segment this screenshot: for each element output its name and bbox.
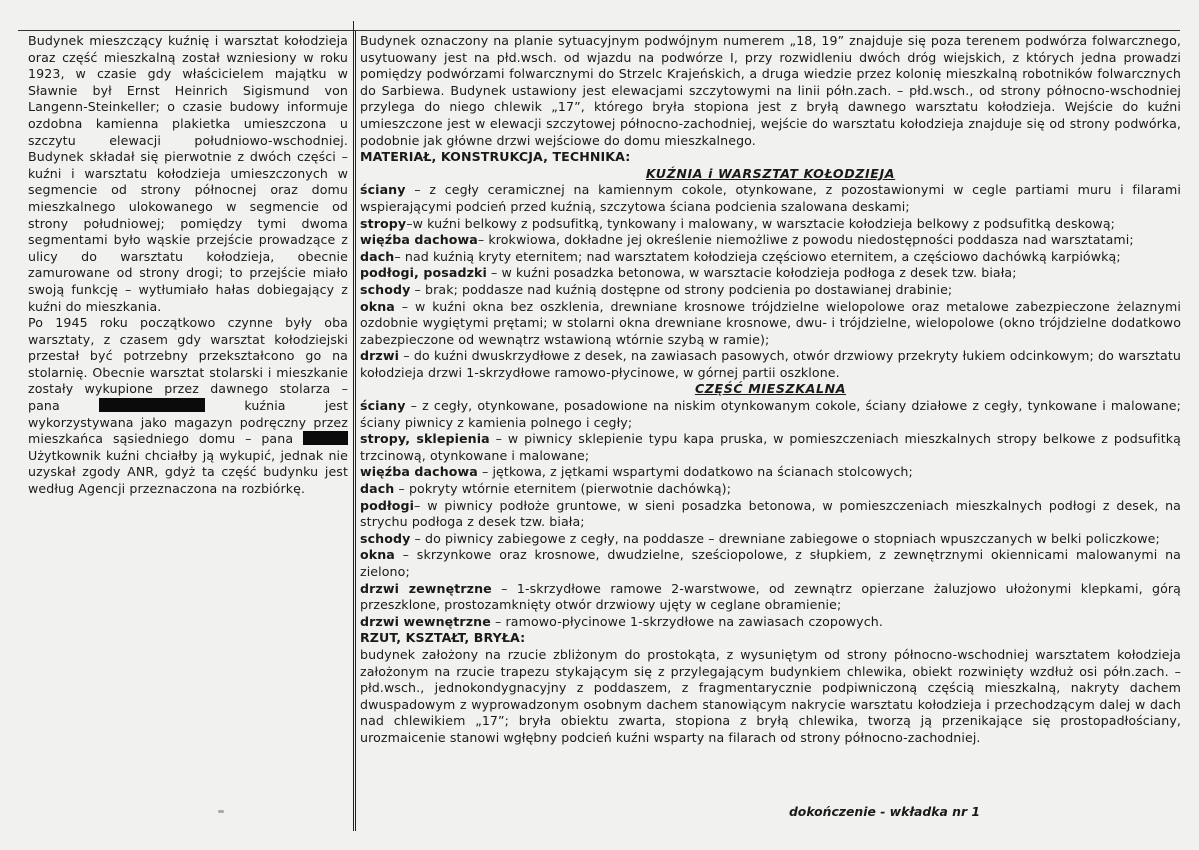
spec-term: okna	[360, 298, 395, 314]
spec-description: – w kuźni posadzka betonowa, w warsztacie kołodzieja podłoga z desek tzw. biała;	[486, 265, 1017, 281]
document-page	[18, 30, 1180, 831]
kuznia-list	[360, 182, 1181, 381]
mieszkalna-list	[360, 398, 1181, 630]
spec-description: – jętkowa, z jętkami wspartymi dodatkowo na ścianach stolcowych;	[477, 464, 913, 480]
spec-description: – z cegły ceramicznej na kamiennym cokole, otynkowane, z pozostawionymi w cegle partiami muru i filarami wspierającymi podcień przed kuźnią, szczytowa ściana podcienia szalowana deskami;	[360, 182, 1181, 214]
history-column	[18, 31, 350, 831]
section-heading-rzut: RZUT, KSZTAŁT, BRYŁA:	[360, 630, 526, 646]
spec-description: – ramowo-płycinowe 1-skrzydłowe na zawiasach czopowych.	[490, 613, 883, 629]
spec-entry	[360, 299, 1181, 349]
spec-term: drzwi	[360, 348, 400, 364]
subheading-mieszkalna: CZĘŚĆ MIESZKALNA	[694, 381, 847, 397]
spec-description: – krokwiowa, dokładne jej określenie niemożliwe z powodu niedostępności poddasza nad warsztatami;	[477, 232, 1134, 248]
spec-description: – w piwnicy sklepienie typu kapa pruska, w pomieszczeniach mieszkalnych stropy belkowe z podsufitką trzcinową, otynkowane i malowane;	[360, 431, 1181, 463]
spec-entry	[360, 547, 1181, 580]
redaction-block	[303, 431, 348, 445]
continuation-note: dokończenie - wkładka nr 1	[788, 804, 980, 819]
spec-entry	[360, 265, 1181, 282]
spec-entry	[360, 498, 1181, 531]
spec-entry	[360, 249, 1181, 266]
history-paragraph-2	[28, 315, 348, 498]
spec-description: – w piwnicy podłoże gruntowe, w sieni posadzka betonowa, w pomieszczeniach mieszkalnych podłogi z desek, na strychu podłoga z desek tzw. biała;	[360, 497, 1181, 530]
spec-description: – do piwnicy zabiegowe z cegły, na poddasze – drewniane zabiegowe o stopniach wpuszczanych w belki policzkowe;	[410, 530, 1160, 546]
redaction-block	[99, 398, 205, 412]
intro-paragraph: Budynek oznaczony na planie sytuacyjnym podwójnym numerem „18, 19” znajduje się poza terenem podwórza folwarcznego, usytuowany jest na płd.wsch. od wjazdu na podwórze I, przy rozwidleniu dwóch dróg wiejskich, z których jedna prowadzi pomiędzy podwórzami folwarcznymi do Strzelc Krajeńskich, a druga wiedzie przez kolonię mieszkalną robotników folwarcznych do Sarbiewa. Budynek ustawiony jest elewacjami szczytowymi na linii półn.zach. – płd.wsch., od strony północno-wschodniej przylega do niego chlewik „17”, którego bryła stopiona jest z bryłą dawnego warsztatu kołodzieja. Wejście do kuźni umieszczone jest w elewacji szczytowej północno-zachodniej, wejście do warsztatu kołodzieja znajduje się od strony podwórka, podobnie jak główne drzwi wejściowe do domu mieszkalnego.	[360, 33, 1181, 148]
spec-term: więźba dachowa	[360, 464, 478, 480]
spec-description: – skrzynkowe oraz krosnowe, dwudzielne, sześciopolowe, z słupkiem, z zewnętrznymi okiennicami malowanymi na zielono;	[360, 547, 1181, 579]
section-heading-material: MATERIAŁ, KONSTRUKCJA, TECHNIKA:	[360, 149, 631, 165]
spec-entry	[360, 481, 1181, 498]
spec-term: okna	[360, 547, 395, 563]
spec-term: ściany	[360, 182, 406, 198]
description-column	[355, 31, 1185, 831]
spec-description: – w kuźni okna bez oszklenia, drewniane krosnowe trójdzielne wielopolowe oraz metalowe zabezpieczone żelaznymi ozdobnie wygiętymi prętami; w stolarni okna drewniane krosnowe, dwu- i trójdzielne, wielopolowe (okno trójdzielne dodatkowo zabezpieczone od wewnątrz wstawioną wtórnie szybą w ramie);	[360, 298, 1181, 347]
spec-description: –w kuźni belkowy z podsufitką, tynkowany i malowany, w warsztacie kołodzieja belkowy z podsufitką deskową;	[406, 215, 1115, 231]
spec-term: więźba dachowa	[360, 232, 478, 248]
spec-term: drzwi zewnętrzne	[360, 580, 492, 596]
history-text-b: kuźnia jest wykorzystywana jako magazyn podręczny przez mieszkańca sąsiedniego domu – pana	[28, 398, 348, 447]
rzut-paragraph: budynek założony na rzucie zbliżonym do prostokąta, z wysuniętym od strony północno-wschodniej warsztatem kołodzieja założonym na rzucie trapezu stykającym się z przylegającym budynkiem chlewika, obiekt rozwinięty wzdłuż osi półn.zach. – płd.wsch., jednokondygnacyjny z poddaszem, z fragmentarycznie podpiwniczoną częścią mieszkalną, nakryty dachem dwuspadowym z wyprowadzonym osobnym dachem stanowiącym nakrycie warsztatu kołodzieja i przechodzącym dalej w dach nad chlewikiem „17”; bryła obiektu zwarta, stopiona z bryłą chlewika, tworzą ją przenikające się prostopadłościany, urozmaicenie stanowi wgłębny podcień kuźni wsparty na filarach od strony północno-zachodniej.	[360, 646, 1181, 745]
spec-description: – brak; poddasze nad kuźnią dostępne od strony podcienia po dostawianej drabinie;	[410, 281, 953, 297]
spec-term: ściany	[360, 398, 406, 414]
spec-term: schody	[360, 281, 411, 297]
spec-term: dach	[360, 481, 395, 497]
spec-entry	[360, 614, 1181, 631]
spec-description: – 1-skrzydłowe ramowe 2-warstwowe, od zewnątrz opierzane żaluzjowo ułożonymi klepkami, górą przeszklone, prostozamknięty otwór drzwiowy ujęty w ceglane obramienie;	[360, 580, 1181, 613]
column-divider	[353, 21, 354, 831]
history-text-a: Po 1945 roku początkowo czynne były oba warsztaty, z czasem gdy warsztat kołodziejski przestał być potrzebny przekształcono go na stolarnię. Obecnie warsztat stolarski i mieszkanie zostały wykupione przez dawnego stolarza – pana	[28, 315, 348, 414]
spec-entry	[360, 464, 1181, 481]
spec-entry	[360, 182, 1181, 215]
spec-term: schody	[360, 530, 411, 546]
spec-entry	[360, 232, 1181, 249]
scan-speck	[218, 810, 224, 813]
spec-entry	[360, 431, 1181, 464]
spec-entry	[360, 531, 1181, 548]
spec-term: podłogi	[360, 497, 415, 513]
spec-entry	[360, 348, 1181, 381]
subheading-kuznia: KUŹNIA i WARSZTAT KOŁODZIEJA	[645, 165, 896, 181]
history-text-c: Użytkownik kuźni chciałby ją wykupić, jednak nie uzyskał zgody ANR, gdyż ta część budynku jest według Agencji przeznaczona na rozbiórkę.	[28, 447, 348, 497]
spec-term: podłogi, posadzki	[360, 265, 487, 281]
spec-entry	[360, 216, 1181, 233]
spec-term: drzwi wewnętrzne	[360, 613, 491, 629]
spec-description: – do kuźni dwuskrzydłowe z desek, na zawiasach pasowych, otwór drzwiowy przekryty łukiem odcinkowym; do warsztatu kołodzieja drzwi 1-skrzydłowe ramowo-płycinowe, w górnej partii oszklone.	[360, 348, 1181, 380]
spec-entry	[360, 398, 1181, 431]
spec-description: – pokryty wtórnie eternitem (pierwotnie dachówką);	[394, 481, 732, 497]
spec-entry	[360, 282, 1181, 299]
history-paragraph-1: Budynek mieszczący kuźnię i warsztat kołodzieja oraz część mieszkalną został wzniesiony w roku 1923, w czasie gdy właścicielem majątku w Sławnie był Ernst Heinrich Sigismund von Langenn-Steinkeller; o czasie budowy informuje ozdobna kamienna plakietka umieszczona u szczytu elewacji południowo-wschodniej. Budynek składał się pierwotnie z dwóch części – kuźni i warsztatu kołodzieja umieszczonych w segmencie od strony północnej oraz domu mieszkalnego ulokowanego w segmencie od strony południowej; pomiędzy tymi dwoma segmentami było wąskie przejście prowadzące z ulicy do warsztatu kołodzieja, obecnie zamurowane od strony drogi; to przejście miało swoją funkcję – wytłumiało hałas dobiegający z kuźni do mieszkania.	[28, 33, 348, 314]
spec-entry	[360, 581, 1181, 614]
spec-term: dach	[360, 248, 395, 264]
spec-term: stropy, sklepienia	[360, 431, 490, 447]
spec-description: – nad kuźnią kryty eternitem; nad warsztatem kołodzieja częściowo eternitem, a częściowo dachówką karpiówką;	[394, 248, 1121, 264]
spec-description: – z cegły, otynkowane, posadowione na niskim otynkowanym cokole, ściany działowe z cegły, tynkowane i malowane; ściany piwnicy z kamienia polnego i cegły;	[360, 398, 1181, 430]
spec-term: stropy	[360, 215, 407, 231]
